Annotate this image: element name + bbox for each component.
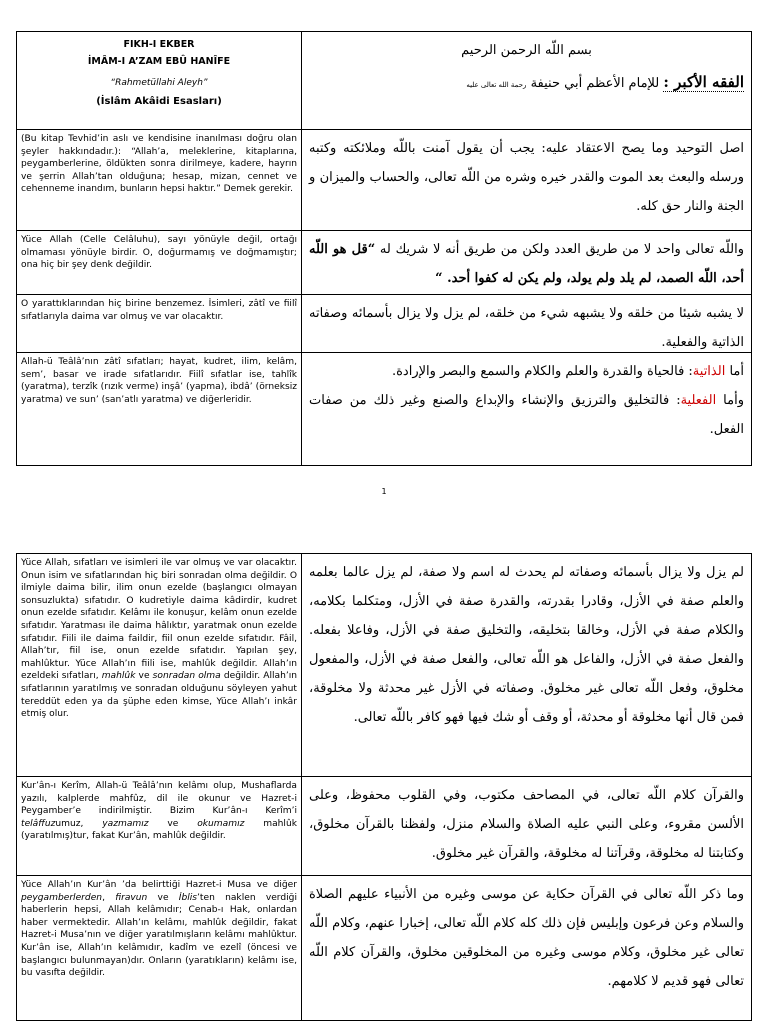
arabic-fragment: : فالحياة والقدرة والعلم والكلام والسمع والبصر والإرادة.	[391, 364, 693, 379]
turkish-italic: peygamberlerden	[21, 892, 103, 903]
header-row	[17, 32, 751, 129]
arabic-author-honorific: رحمة الله تعالى عليه	[466, 81, 527, 89]
turkish-text: O yarattıklarından hiç birine benzemez. İsimleri, zâtî ve fiilî sıfatlarıyla daima var olmuş ve var olacaktır.	[17, 295, 302, 352]
arabic-highlight-dhatiyya: الذاتية	[692, 364, 726, 379]
table-row	[17, 129, 751, 230]
turkish-text: Yüce Allah (Celle Celâluhu), sayı yönüyle değil, ortağı olmaması yönüyle birdir. O, doğurmamış ve doğmamıştır; ona hiç bir şey denk değildir.	[17, 231, 302, 294]
turkish-italic: mahlûk	[101, 671, 136, 682]
arabic-highlight-filiyya: الفعلية	[680, 393, 717, 408]
table-row	[17, 875, 751, 1020]
page2-table	[16, 553, 752, 1021]
arabic-title-line	[309, 69, 744, 98]
table-row	[17, 352, 751, 465]
arabic-text: اصل التوحيد وما يصح الاعتقاد عليه: يجب أن يقول آمنت باللّه وملائكته وكتبه ورسله والبعث بعد الموت والقدر خيره وشره من اللّه تعالى، والحساب والميزان و الجنة والنار حق كله.	[309, 141, 744, 214]
table-row	[17, 230, 751, 294]
arabic-text: والقرآن كلام اللّه تعالى، في المصاحف مكتوب، وفي القلوب محفوظ، وعلى الألسن مقروء، وعلى النبي عليه الصلاة والسلام منزل، ولفظنا بالقرآن مخلوق، وكتابتنا له مخلوقة، وقرآتنا له مخلوقة، والقرآن غير مخلوق.	[309, 788, 744, 861]
turkish-text	[17, 777, 302, 875]
turkish-fragment: umuz,	[55, 818, 103, 829]
turkish-fragment: Yüce Allah, sıfatları ve isimleri ile var olmuş ve var olacaktır. Onun isim ve sıfatlarından hiç biri sonradan olma değildir. O ilmiyle daima bilir, ilim onun ezelde (başlangıcı olmayan sonsuzlukta) sıfatıdır. O kudretiyle daima kâdirdir, kudret onun ezelde sıfatıdır. Kelâmı ile konuşur, kelâm onun ezelde sıfatıdır. Yaratması ile daima hâlıktır, yaratmak onun ezelde sıfatıdır. Fiili ile daima faildir, fiil onun ezelde sıfatıdır. Fâil, Allah’tır, fiil ise, onun ezelde sıfatıdır. Yapılan şey, mahlûktur. Yüce Allah’ın fiili ise, mahlûk değildir. Allah’ın ezeldeki sıfatları,	[21, 558, 297, 682]
page-number: 1	[381, 487, 387, 496]
turkish-text	[17, 554, 302, 776]
arabic-fragment: أما	[725, 364, 744, 379]
arabic-text	[302, 231, 751, 294]
turkish-fragment: mahlûk (yaratılmış)tur, fakat Kur’ân, mahlûk değildir.	[21, 818, 297, 842]
turkish-text	[17, 876, 302, 1020]
turkish-italic: telâffuz	[21, 818, 56, 829]
turkish-text: Allah-ü Teâlâ’nın zâtî sıfatları; hayat, kudret, ilim, kelâm, sem’, basar ve irade sıfatlarıdır. Fiilî sıfatlar ise, tahlîk (yaratma), terzîk (rızık verme) inşâ’ (yapma), ibdâ’ (örneksiz yaratma) ve sun’ (san’atlı yaratma) ve diğerleridir.	[17, 353, 302, 465]
turkish-italic: firavun	[115, 892, 148, 903]
arabic-title: الفقه الأكبر :	[663, 73, 744, 91]
author-name: İMÂM-I A’ZAM EBÛ HANÎFE	[87, 56, 231, 67]
arabic-author: للإمام الأعظم أبي حنيفة	[526, 76, 660, 91]
turkish-header	[17, 32, 302, 129]
arabic-text: لم يزل ولا يزال بأسمائه وصفاته لم يحدث له اسم ولا صفة، لم يزل عالما بعلمه والعلم صفة في الأزل، وقادرا بقدرته، والقدرة صفة في الأزل، ومتكلما بكلامه، والكلام صفة في الأزل، وخالقا بتخليقه، والتخليق صفة في الأزل، وفاعلا بفعله. والفعل صفة في الأزل، والفاعل هو اللّه تعالى، والفعل صفة في الأزل، والمفعول مخلوق، وفعل اللّه تعالى غير مخلوق. وصفاته في الأزل غير محدثة ولا مخلوقة، فمن قال أنها مخلوقة أو محدثة، أو وقف أو شك فيها فهو كافر باللّه تعالى.	[309, 565, 744, 725]
book-title: FIKH-I EKBER	[123, 39, 195, 50]
turkish-italic: İblis	[178, 892, 198, 903]
arabic-header	[302, 32, 751, 129]
turkish-fragment: değildir. Allah’ın sıfatlarının yaratılmış ve sonradan olduğunu söyleyen yahut tereddüt eden ya da şüphe eden kimse, Yüce Allah’ı inkâr etmiş olur.	[21, 671, 298, 720]
turkish-fragment: ve	[147, 892, 179, 903]
turkish-fragment: Kur’ân-ı Kerîm, Allah-ü Teâlâ’nın kelâmı olup, Mushaflarda yazılı, kalplerde mahfûz, dil ile okunur ve Hazret-i Peygamber’e indirilmiştir. Bizim Kur’ân-ı Kerîm’i	[21, 781, 297, 817]
arabic-quran-quote: “قل هو اللّه أحد، اللّه الصمد، لم يلد ولم يولد، ولم يكن له كفوا أحد. “	[309, 242, 744, 286]
page1-table	[16, 31, 752, 466]
author-epithet: “Rahmetüllahi Aleyh”	[110, 78, 208, 88]
section-title: (İslâm Akâidi Esasları)	[96, 95, 222, 107]
arabic-line-filiyya	[309, 386, 744, 444]
turkish-italic: yazmamız	[102, 818, 149, 829]
arabic-text-plain: واللّه تعالى واحد لا من طريق العدد ولكن من طريق أنه لا شريك له	[375, 242, 744, 257]
arabic-text	[302, 353, 751, 465]
turkish-fragment: ,	[102, 892, 116, 903]
turkish-fragment: ve	[148, 818, 198, 829]
table-row	[17, 776, 751, 875]
turkish-text: (Bu kitap Tevhid’in aslı ve kendisine inanılması doğru olan şeyler hakkındadır.): “Allah’a, meleklerine, kitaplarına, peygamberlerine, öldükten sonra dirilmeye, kadere, hayrın ve şerrin Allah’tan olduğuna; hesap, mizan, cennet ve cehenneme inandım, bunların hepsi haktır.” Demek gerekir.	[17, 130, 302, 230]
arabic-line-dhatiyya	[309, 357, 744, 386]
arabic-text: لا يشبه شيئا من خلقه ولا يشبهه شيء من خلقه، لم يزل ولا يزال بأسمائه وصفاته الذاتية والفعلية.	[309, 306, 744, 350]
turkish-fragment: Yüce Allah’ın Kur’ân ’da belirttiği Hazret-i Musa ve diğer	[21, 880, 297, 890]
turkish-fragment: ’ten naklen verdiği haberlerin hepsi, Allah kelâmıdır; Cenab-ı Hak, onlardan haber vermektedir. Allah’ın kelâmı, mahlûk değildir, fakat Hazret-i Musa’nın ve diğer yaratılmışların kelâmı mahlûktur. Kur’ân ise, Allah’ın kelâmıdır, kadîm ve ezelî (öncesi ve başlangıcı bulunmayan)dır. Onların (yaratıkların) kelâmı ise, bu vasıfta değildir.	[21, 892, 297, 979]
arabic-text: وما ذكر اللّه تعالى في القرآن حكاية عن موسى وغيره من الأنبياء عليهم الصلاة والسلام وعن فرعون وإبليس فإن ذلك كله كلام اللّه تعالى، إخبارا عنهم، وكلام اللّه تعالى غير مخلوق، وكلام موسى وغيره من المخلوقين مخلوق، والقرآن كلام اللّه تعالى فهو قديم لا كلامهم.	[309, 887, 744, 989]
turkish-fragment: ve	[135, 671, 153, 682]
arabic-fragment: : فالتخليق والترزيق والإنشاء والإبداع والصنع وغير ذلك من صفات الفعل.	[309, 393, 744, 437]
table-row	[17, 294, 751, 352]
table-row	[17, 554, 751, 776]
basmala: بسم اللّه الرحمن الرحيم	[461, 43, 592, 58]
arabic-fragment: وأما	[716, 393, 744, 408]
turkish-italic: okumamız	[197, 818, 245, 829]
turkish-italic: sonradan olma	[152, 671, 221, 682]
